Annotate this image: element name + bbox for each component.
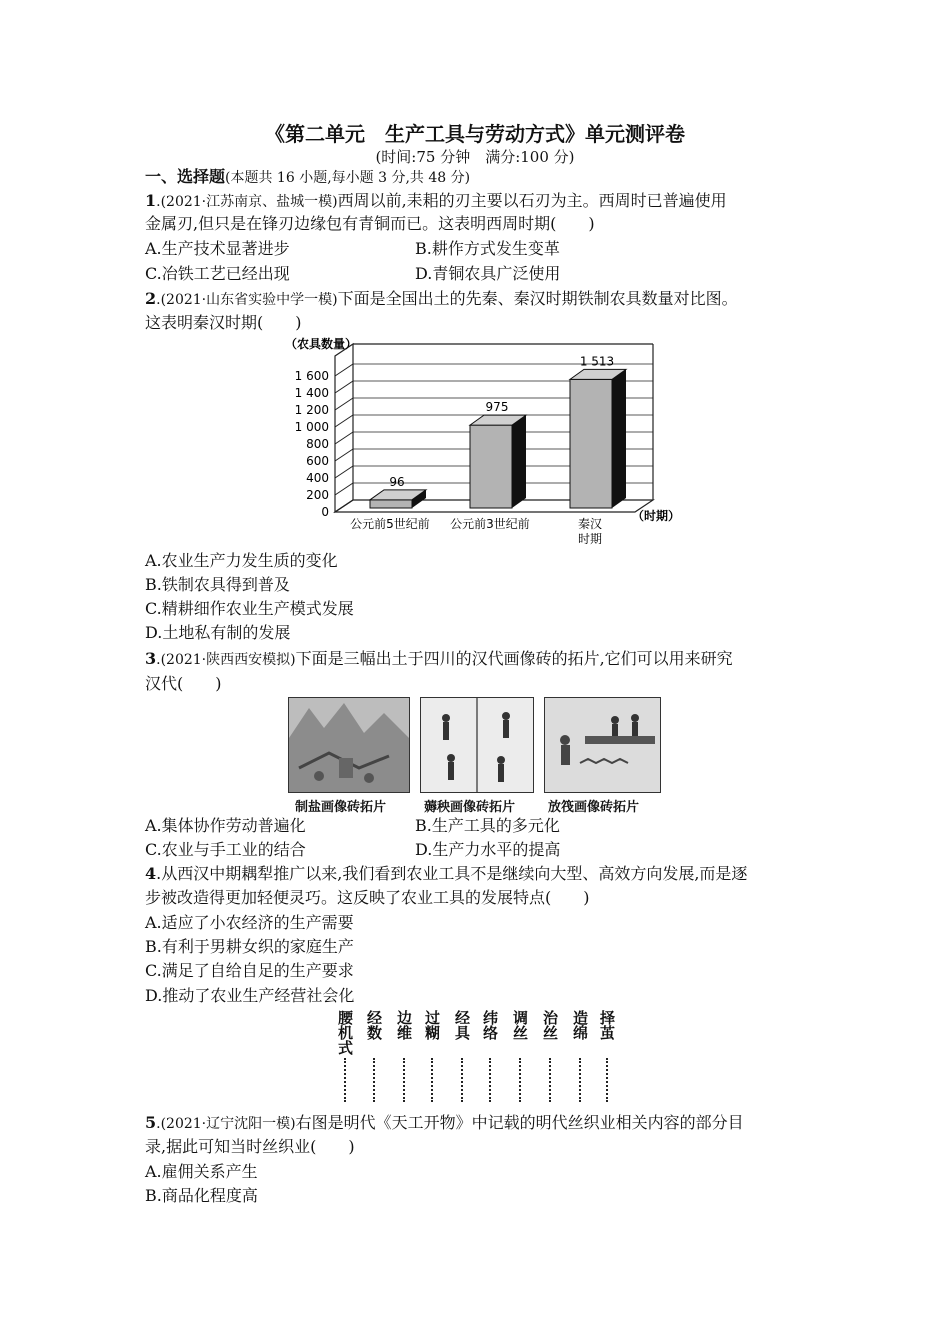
- directory-entry: 经数: [365, 1010, 383, 1040]
- y-tick-label: 1 200: [294, 403, 329, 417]
- bar-side: [512, 415, 526, 508]
- q2-number: 2: [145, 289, 157, 308]
- directory-entry: 择茧: [598, 1010, 616, 1040]
- q2-stem-line2: 这表明秦汉时期( ): [145, 313, 302, 332]
- directory-dots: [606, 1058, 610, 1102]
- y-tick-label: 1 600: [294, 369, 329, 383]
- q2-option-d: D.土地私有制的发展: [145, 623, 291, 642]
- q1-source: .(2021·江苏南京、盐城一模): [156, 194, 338, 210]
- caption-salt-making: 制盐画像砖拓片: [295, 800, 387, 815]
- q1-option-b: B.耕作方式发生变革: [415, 239, 560, 258]
- directory-entry: 过糊: [423, 1010, 441, 1040]
- bar-value-label: 975: [485, 400, 509, 415]
- y-gridline: [335, 500, 353, 512]
- section-label: 一、选择题: [145, 167, 226, 186]
- q4-text1: .从西汉中期耦犁推广以来,我们看到农业工具不是继续向大型、高效方向发展,而是逐: [156, 864, 748, 883]
- directory-entry: 边维: [395, 1010, 413, 1040]
- bar-value-label: 1 513: [579, 354, 615, 369]
- x-tick-label: 公元前3世纪前: [450, 517, 530, 531]
- y-gridline: [335, 415, 353, 427]
- q4-option-a: A.适应了小农经济的生产需要: [145, 913, 354, 932]
- rafting-rubbing-image: [544, 697, 661, 793]
- q5-stem-line1: [145, 1112, 744, 1135]
- q5-option-b: B.商品化程度高: [145, 1186, 258, 1205]
- y-tick-label: 200: [306, 488, 329, 502]
- salt-making-rubbing-image: [288, 697, 410, 793]
- bar-value-label: 96: [389, 474, 405, 489]
- q3-option-b: B.生产工具的多元化: [415, 816, 560, 835]
- y-gridline: [335, 364, 353, 376]
- caption-rice-weeding: 薅秧画像砖拓片: [424, 800, 516, 815]
- rice-weeding-rubbing-image: [420, 697, 534, 793]
- q3-stem-line2: 汉代( ): [145, 674, 222, 693]
- q1-text1: 西周以前,耒耜的刃主要以石刃为主。西周时已普遍使用: [337, 191, 727, 210]
- q4-number: 4: [145, 864, 157, 883]
- directory-dots: [519, 1058, 523, 1102]
- x-axis-label: （时期）: [632, 509, 681, 523]
- q4-option-c: C.满足了自给自足的生产要求: [145, 961, 354, 980]
- directory-entry: 调丝: [511, 1010, 529, 1040]
- bar-chart: [285, 332, 685, 552]
- q1-stem-line2: 金属刃,但只是在锋刃边缘包有青铜而已。这表明西周时期( ): [145, 214, 595, 233]
- q1-option-d: D.青铜农具广泛使用: [415, 264, 561, 283]
- bar-side: [612, 369, 626, 508]
- q2-stem-line1: [145, 288, 738, 311]
- q4-option-b: B.有利于男耕女织的家庭生产: [145, 937, 354, 956]
- directory-dots: [431, 1058, 435, 1102]
- q1-option-c: C.冶铁工艺已经出现: [145, 264, 290, 283]
- bar-front: [370, 500, 412, 508]
- q3-source: .(2021·陕西西安模拟): [156, 652, 296, 668]
- y-gridline: [335, 483, 353, 495]
- y-tick-label: 400: [306, 471, 329, 485]
- q5-stem-line2: 录,据此可知当时丝织业( ): [145, 1137, 355, 1156]
- q5-number: 5: [145, 1113, 157, 1132]
- directory-entry: 经具: [453, 1010, 471, 1040]
- q2-option-c: C.精耕细作农业生产模式发展: [145, 599, 354, 618]
- directory-dots: [579, 1058, 583, 1102]
- x-tick-label: 公元前5世纪前: [350, 517, 430, 531]
- q2-text1: 下面是全国出土的先秦、秦汉时期铁制农具数量对比图。: [337, 289, 738, 308]
- q2-source: .(2021·山东省实验中学一模): [156, 292, 338, 308]
- q3-option-a: A.集体协作劳动普遍化: [145, 816, 306, 835]
- q3-option-c: C.农业与手工业的结合: [145, 840, 306, 859]
- page-subtitle: (时间:75 分钟 满分:100 分): [375, 148, 575, 166]
- directory-entry: 治丝: [541, 1010, 559, 1040]
- q5-source: .(2021·辽宁沈阳一模): [156, 1116, 296, 1132]
- directory-dots: [403, 1058, 407, 1102]
- q1-number: 1: [145, 191, 157, 210]
- q3-option-d: D.生产力水平的提高: [415, 840, 561, 859]
- y-gridline: [335, 398, 353, 410]
- q2-option-a: A.农业生产力发生质的变化: [145, 551, 338, 570]
- x-tick-label: 秦汉: [577, 517, 603, 531]
- page-title: 《第二单元 生产工具与劳动方式》单元测评卷: [265, 122, 685, 146]
- q4-stem-line1: [145, 863, 747, 885]
- directory-entry: 造绵: [571, 1010, 589, 1040]
- y-gridline: [335, 432, 353, 444]
- x-tick-label: 时期: [577, 532, 603, 546]
- q5-text1: 右图是明代《天工开物》中记载的明代丝织业相关内容的部分目: [295, 1113, 744, 1132]
- y-gridline: [335, 381, 353, 393]
- y-gridline: [335, 466, 353, 478]
- directory-entry: 纬络: [481, 1010, 499, 1040]
- bar-front: [470, 425, 512, 508]
- q3-text1: 下面是三幅出土于四川的汉代画像砖的拓片,它们可以用来研究: [295, 649, 733, 668]
- q1-stem-line1: [145, 190, 727, 213]
- chart-side-wall: [335, 344, 353, 512]
- y-tick-label: 0: [321, 505, 329, 519]
- q3-stem-line1: [145, 648, 733, 671]
- section-heading: [145, 166, 470, 189]
- y-tick-label: 600: [306, 454, 329, 468]
- bar-front: [570, 379, 612, 508]
- q2-option-b: B.铁制农具得到普及: [145, 575, 290, 594]
- q3-number: 3: [145, 649, 157, 668]
- directory-dots: [489, 1058, 493, 1102]
- caption-rafting: 放筏画像砖拓片: [548, 800, 640, 815]
- directory-dots: [373, 1058, 377, 1102]
- q4-option-d: D.推动了农业生产经营社会化: [145, 986, 355, 1005]
- y-tick-label: 1 400: [294, 386, 329, 400]
- q4-stem-line2: 步被改造得更加轻便灵巧。这反映了农业工具的发展特点( ): [145, 888, 590, 907]
- q5-option-a: A.雇佣关系产生: [145, 1162, 258, 1181]
- directory-dots: [461, 1058, 465, 1102]
- directory-dots: [549, 1058, 553, 1102]
- y-tick-label: 800: [306, 437, 329, 451]
- directory-dots: [344, 1058, 348, 1102]
- y-tick-label: 1 000: [294, 420, 329, 434]
- q1-option-a: A.生产技术显著进步: [145, 239, 290, 258]
- section-note: (本题共 16 小题,每小题 3 分,共 48 分): [225, 170, 471, 186]
- y-axis-label: （农具数量）: [285, 337, 358, 351]
- y-gridline: [335, 449, 353, 461]
- directory-entry: 腰机式: [336, 1010, 354, 1055]
